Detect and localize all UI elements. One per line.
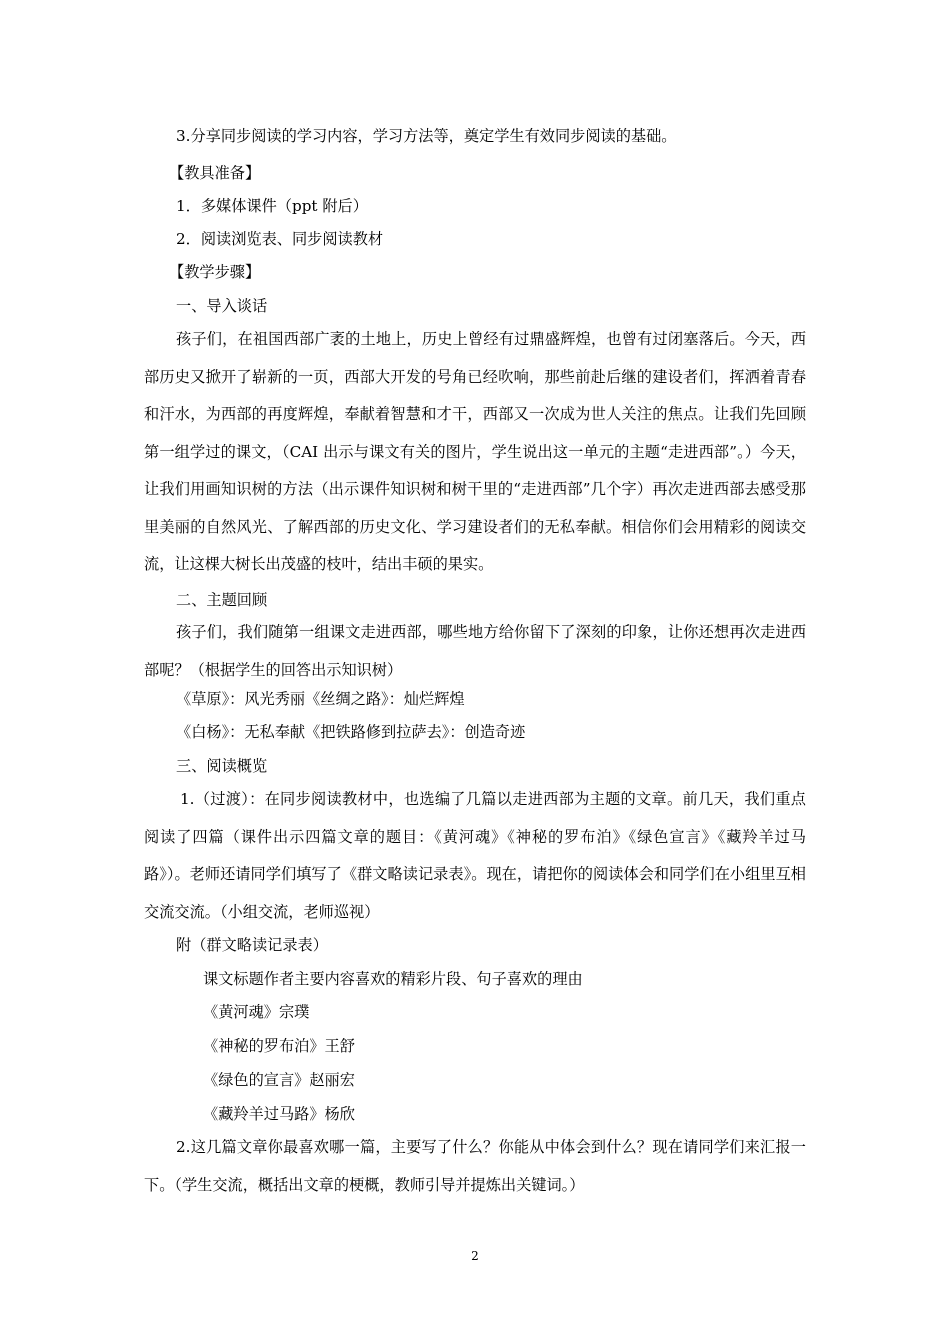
record-table-header: 课文标题作者主要内容喜欢的精彩片段、句子喜欢的理由 — [203, 970, 583, 988]
appendix-title: 附（群文略读记录表） — [176, 936, 328, 954]
prep-item-2: 2．阅读浏览表、同步阅读教材 — [176, 230, 384, 248]
section-3-paragraph: 1.（过渡）：在同步阅读教材中，也选编了几篇以走进西部为主题的文章。前几天，我们重点阅读了四篇（课件出示四篇文章的题目：《黄河魂》《神秘的罗布泊》《绿色宣言》《藏羚羊过马路》）。老师还请同学们填写了《群文略读记录表》。现在，请把你的阅读体会和同学们在小组里互相交流交流。（小组交流，老师巡视） — [144, 790, 806, 921]
goal-item-3: 3.分享同步阅读的学习内容，学习方法等，奠定学生有效同步阅读的基础。 — [176, 127, 677, 145]
prep-item-1: 1．多媒体课件（ppt 附后） — [176, 197, 368, 215]
record-table-row: 《绿色的宣言》赵丽宏 — [203, 1071, 355, 1089]
question-paragraph: 2.这几篇文章你最喜欢哪一篇，主要写了什么？你能从中体会到什么？现在请同学们来汇报一下。（学生交流，概括出文章的梗概，教师引导并提炼出关键词。） — [144, 1138, 806, 1194]
record-table-row: 《藏羚羊过马路》杨欣 — [203, 1105, 355, 1123]
section-1-paragraph: 孩子们，在祖国西部广袤的土地上，历史上曾经有过鼎盛辉煌，也曾有过闭塞落后。今天，西部历史又掀开了崭新的一页，西部大开发的号角已经吹响，那些前赴后继的建设者们，挥洒着青春和汗水，为西部的再度辉煌，奉献着智慧和才干，西部又一次成为世人关注的焦点。让我们先回顾第一组学过的课文，（CAI 出示与课文有关的图片，学生说出这一单元的主题“走进西部”。）今天，让我们用画知识树的方法（出示课件知识树和树干里的“走进西部”几个字）再次走进西部去感受那里美丽的自然风光、了解西部的历史文化、学习建设者们的无私奉献。相信你们会用精彩的阅读交流，让这棵大树长出茂盛的枝叶，结出丰硕的果实。 — [144, 330, 806, 573]
prep-heading: 【教具准备】 — [169, 164, 261, 182]
knowledge-tree-line-1: 《草原》：风光秀丽《丝绸之路》：灿烂辉煌 — [176, 690, 465, 708]
section-3-title: 三、阅读概览 — [176, 757, 268, 775]
record-table-row: 《神秘的罗布泊》王舒 — [203, 1037, 355, 1055]
knowledge-tree-line-2: 《白杨》：无私奉献《把铁路修到拉萨去》：创造奇迹 — [176, 723, 526, 741]
steps-heading: 【教学步骤】 — [169, 263, 261, 281]
section-2-title: 二、主题回顾 — [176, 591, 268, 609]
section-1-title: 一、导入谈话 — [176, 297, 268, 315]
record-table-row: 《黄河魂》宗璞 — [203, 1003, 310, 1021]
page-number: 2 — [471, 1249, 479, 1263]
section-2-paragraph: 孩子们，我们随第一组课文走进西部，哪些地方给你留下了深刻的印象，让你还想再次走进西部呢？（根据学生的回答出示知识树） — [144, 623, 806, 679]
